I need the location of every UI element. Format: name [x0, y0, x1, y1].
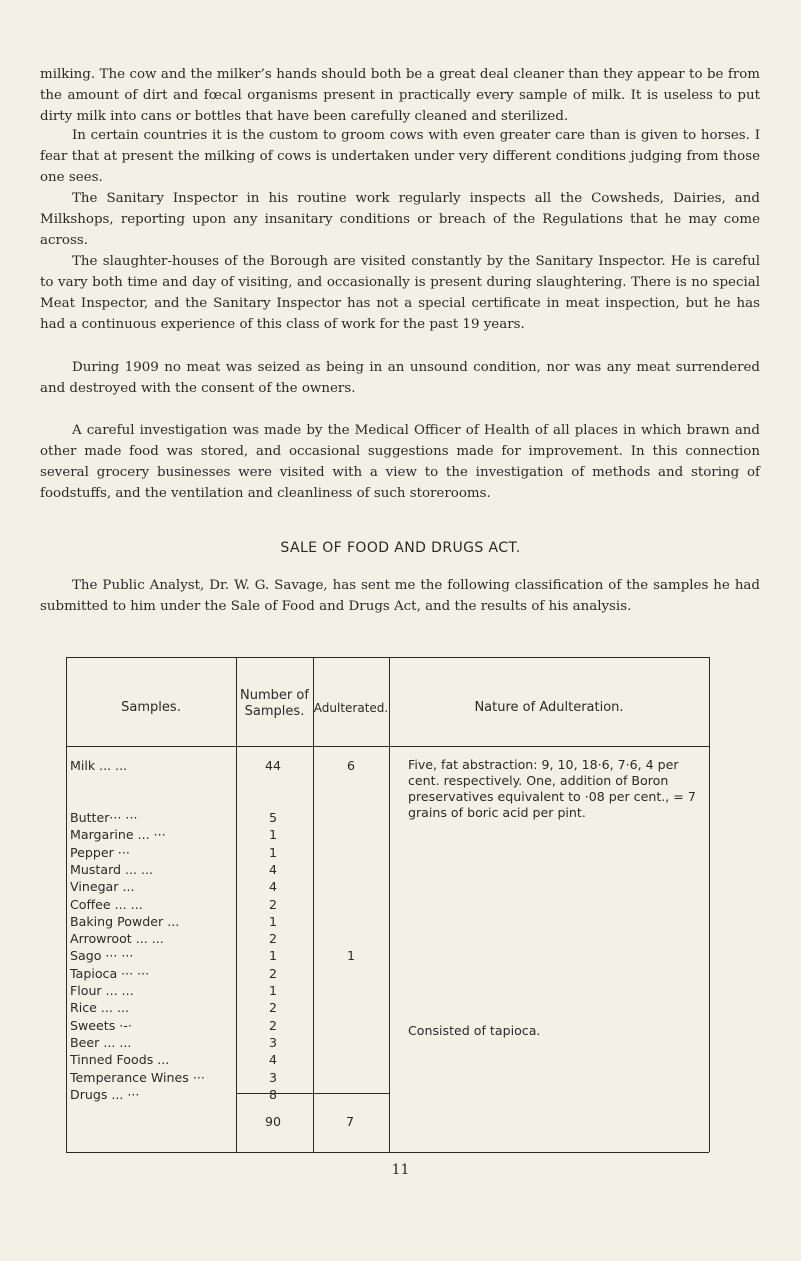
row-adulterated: 6: [346, 758, 355, 773]
row-sample: Tapioca ··· ···: [70, 965, 150, 981]
row-sample: Arrowroot ... ...: [70, 931, 164, 947]
row-sample: Coffee ... ...: [70, 896, 143, 912]
section-heading: SALE OF FOOD AND DRUGS ACT.: [280, 540, 521, 556]
row-number: 2: [268, 1000, 277, 1016]
row-number: 3: [268, 1034, 277, 1050]
header-adulterated: Adulterated.: [313, 701, 389, 715]
paragraph-meat-seized: During 1909 no meat was seized as being in an unsound condition, nor was any meat surrendered and destroyed with the consent of the owners.: [40, 360, 760, 396]
nature-sago: Consisted of tapioca.: [408, 1023, 541, 1038]
row-sample: Pepper ···: [70, 844, 130, 860]
row-sample: Flour ... ...: [70, 983, 134, 998]
paragraph-grooming: In certain countries it is the custom to groom cows with even greater care than is given to horses. I fear that at present the milking of cows is undertaken under very different conditions judging from those one sees.: [40, 128, 760, 185]
paragraph-milking: milking. The cow and the milker’s hands should both be a great deal cleaner than they appear to be from the amount of dirt and fœcal organisms present in practically every sample of milk. It is useless to put dirty milk into cans or bottles that have been carefully cleaned and sterilized.: [40, 67, 760, 124]
page-number: 11: [391, 1162, 410, 1178]
row-sample: Temperance Wines ···: [70, 1069, 205, 1085]
total-adulterated: 7: [345, 1114, 354, 1129]
row-number: 2: [268, 965, 277, 981]
nature-milk: Five, fat abstraction: 9, 10, 18·6, 7·6, 4 per cent. respectively. One, addition of Boron preservatives equivalent to ·08 per cent., = 7 grains of boric acid per pint.: [408, 757, 696, 820]
row-number: 2: [268, 931, 277, 947]
row-number: 4: [268, 1052, 277, 1068]
row-number: 5: [268, 810, 277, 825]
row-number: 1: [268, 913, 277, 929]
total-number-of-samples: 90: [264, 1114, 282, 1129]
row-number: 4: [268, 879, 277, 895]
row-number: 1: [268, 827, 277, 843]
row-number: 1: [268, 983, 277, 998]
row-sample: Drugs ... ···: [70, 1086, 140, 1102]
row-number: 1: [268, 844, 277, 860]
row-number: 2: [268, 1017, 277, 1033]
row-sample: Mustard ... ...: [70, 861, 154, 877]
paragraph-public-analyst: The Public Analyst, Dr. W. G. Savage, has sent me the following classification of the samples he had submitted to him under the Sale of Food and Drugs Act, and the results of his analysis.: [40, 578, 760, 614]
header-samples: Samples.: [121, 700, 181, 715]
row-sample: Baking Powder ...: [70, 913, 180, 929]
row-sample: Milk ... ...: [70, 758, 128, 773]
row-number: 44: [264, 758, 282, 773]
row-sample: Tinned Foods ...: [70, 1052, 170, 1068]
paragraph-investigation: A careful investigation was made by the Medical Officer of Health of all places in which brawn and other made food was stored, and occasional suggestions made for improvement. In this connection several grocery businesses were visited with a view to the investigation of methods and storing of foodstuffs, and the ventilation and cleanliness of such storerooms.: [40, 423, 760, 501]
header-number-of-samples: Number of Samples.: [240, 688, 309, 719]
row-number: 1: [268, 948, 277, 964]
row-number: 8: [268, 1086, 277, 1102]
row-adulterated: 1: [346, 948, 355, 964]
row-sample: Rice ... ...: [70, 1000, 129, 1016]
row-sample: Butter··· ···: [70, 810, 138, 825]
row-sample: Beer ... ...: [70, 1034, 132, 1050]
row-sample: Margarine ... ···: [70, 827, 166, 843]
row-number: 3: [268, 1069, 277, 1085]
row-number: 2: [268, 896, 277, 912]
row-sample: Vinegar ...: [70, 879, 135, 895]
paragraph-sanitary-inspector: The Sanitary Inspector in his routine work regularly inspects all the Cowsheds, Dairies, and Milkshops, reporting upon any insanitary conditions or breach of the Regulations that he may come across.: [40, 191, 760, 248]
row-sample: Sweets ·-·: [70, 1017, 132, 1033]
row-sample: Sago ··· ···: [70, 948, 134, 964]
paragraph-slaughter-houses: The slaughter-houses of the Borough are visited constantly by the Sanitary Inspector. He is careful to vary both time and day of visiting, and occasionally is present during slaughtering. There is no special Meat Inspector, and the Sanitary Inspector has not a special certificate in meat inspection, but he has had a continuous experience of this class of work for the past 19 years.: [40, 254, 760, 332]
header-nature-of-adulteration: Nature of Adulteration.: [474, 700, 624, 715]
row-number: 4: [268, 861, 277, 877]
